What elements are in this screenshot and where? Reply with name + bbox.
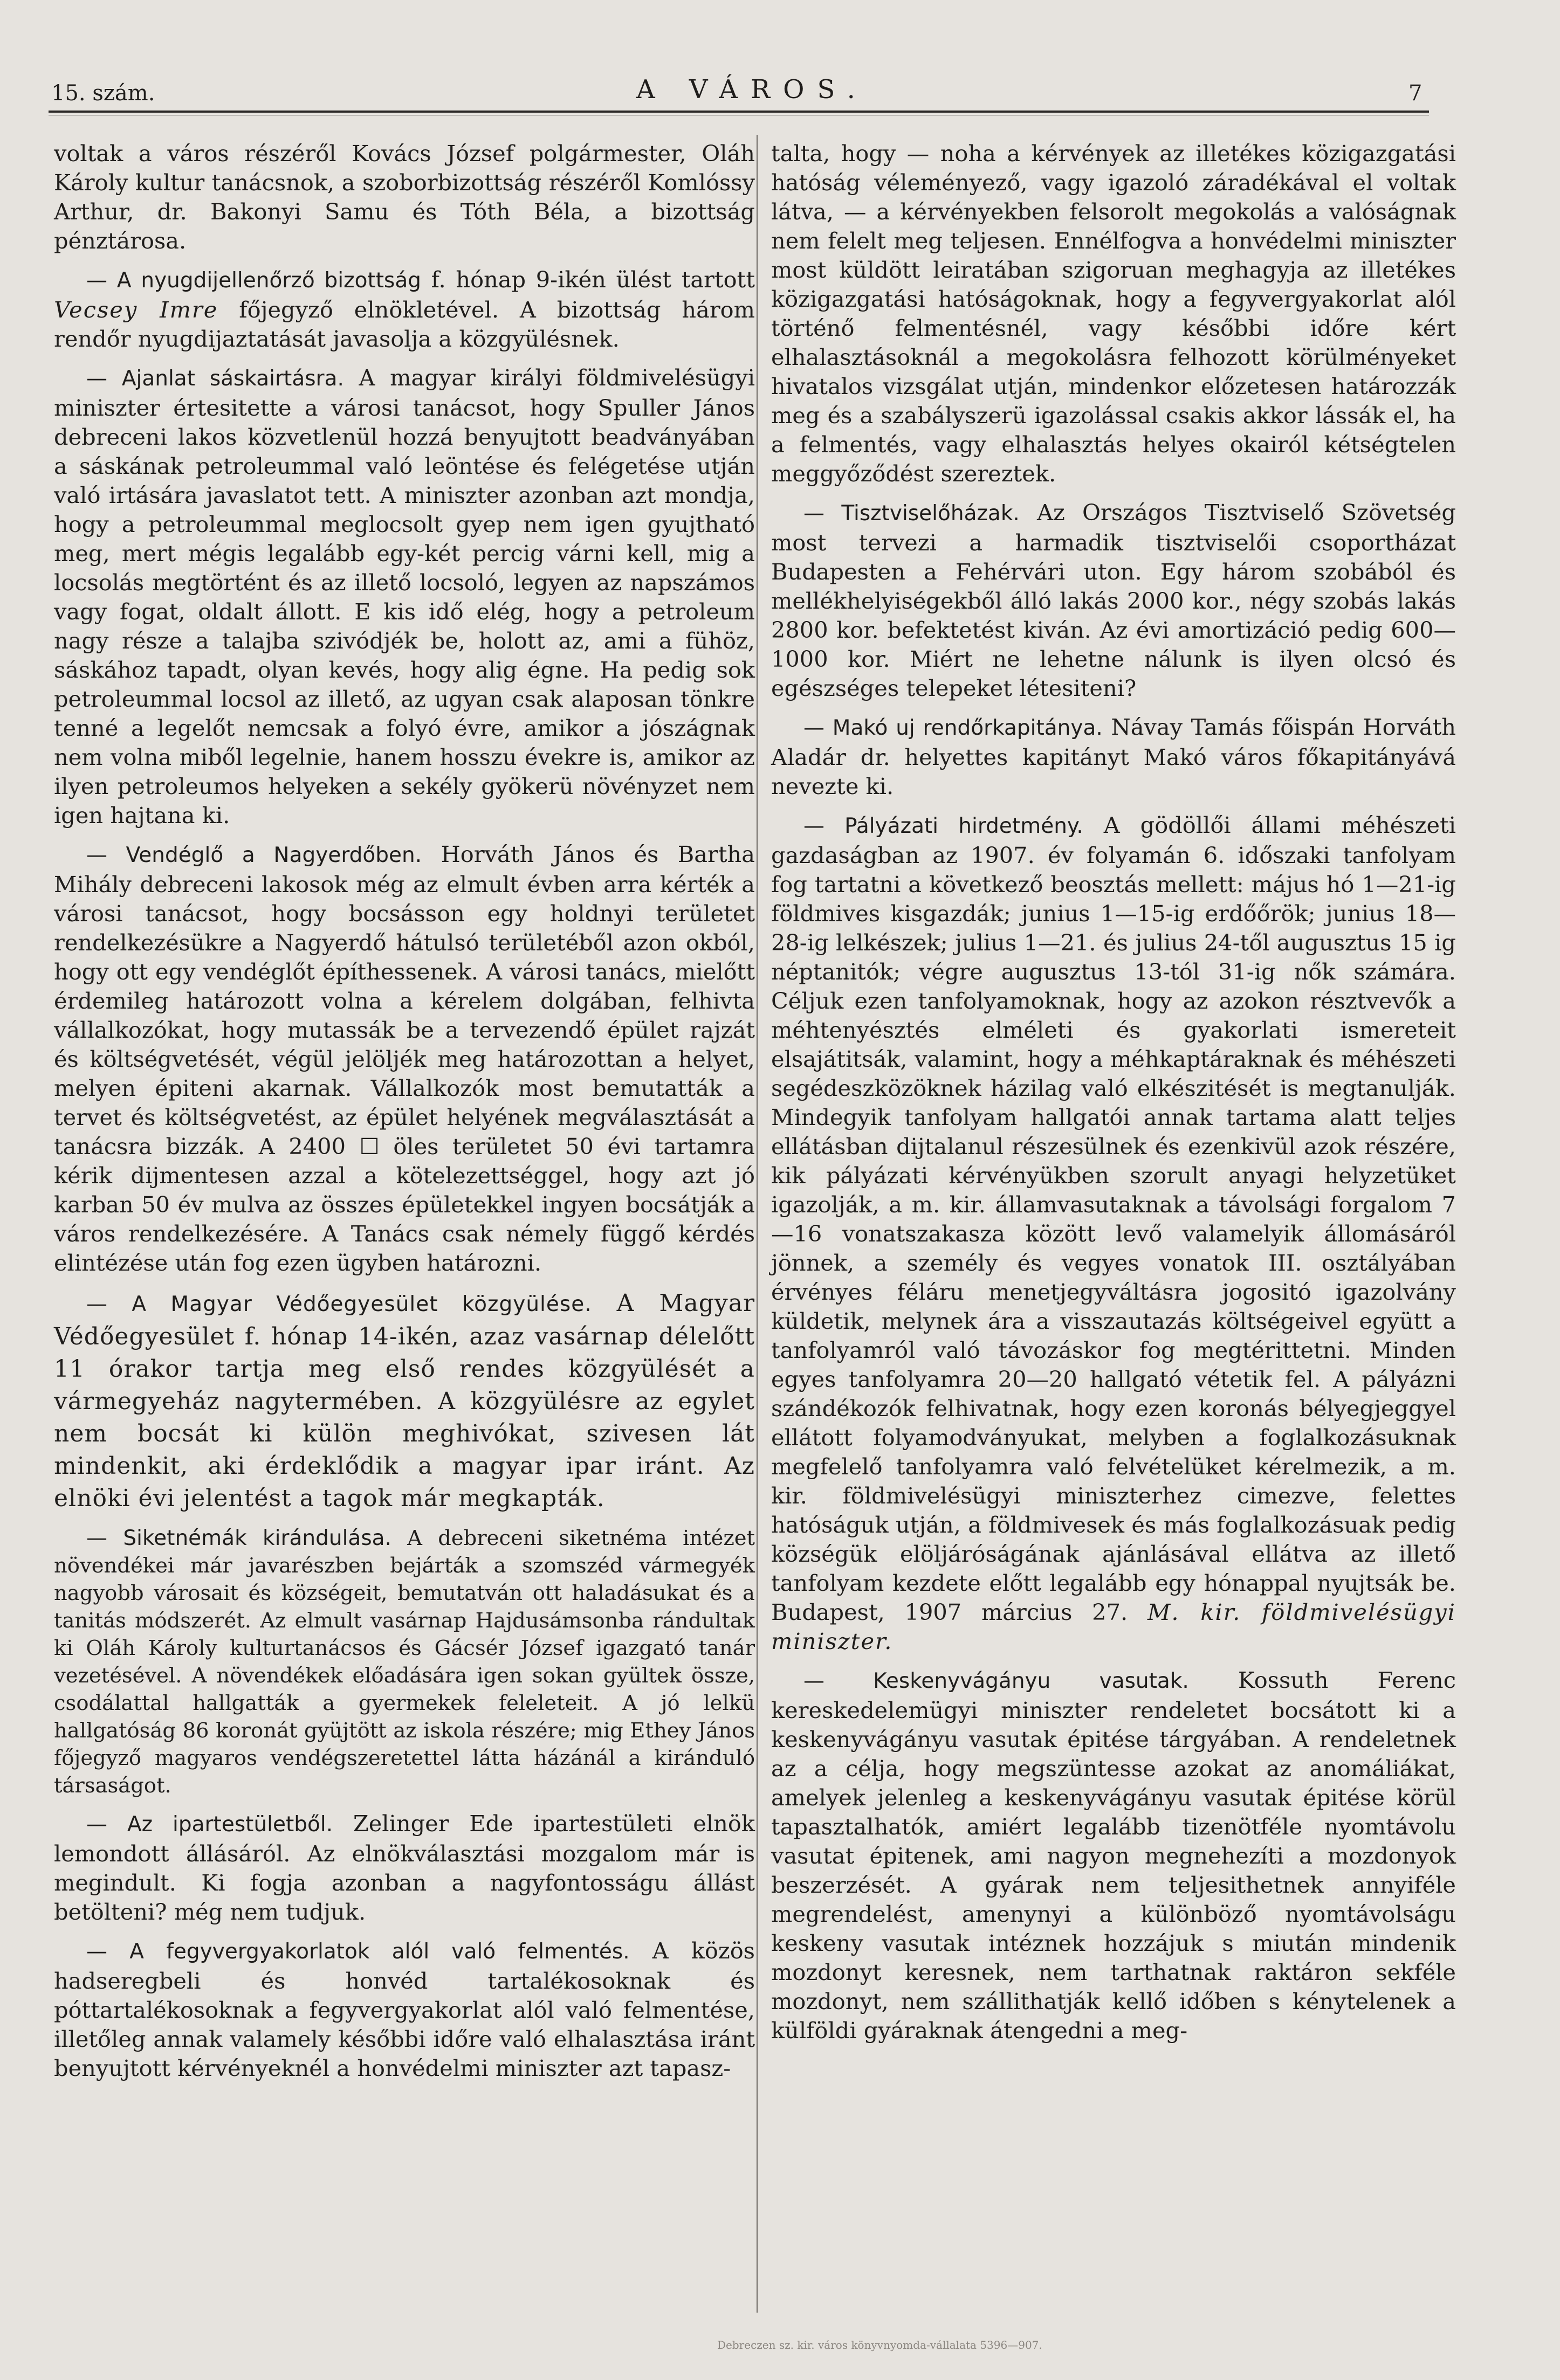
column-divider bbox=[757, 135, 758, 2313]
article-heading: — Ajanlat sáskairtásra. bbox=[86, 367, 344, 391]
article-continuation: voltak a város részéről Kovács József polgármester, Oláh Károly kultur tanácsnok, a szoborbizottság részéről Komlóssy Arthur, dr. Bakonyi Samu és Tóth Béla, a bizottság pénztárosa. bbox=[54, 140, 755, 254]
article-mako: — Makó uj rendőrkapitánya. Návay Tamás főispán Horváth Aladár dr. helyettes kapitányt Makó város főkapitányává nevezte ki. bbox=[771, 714, 1456, 799]
article-heading: — A nyugdijellenőrző bizottság bbox=[86, 268, 422, 293]
article-saskairtas: — Ajanlat sáskairtásra. A magyar királyi földmivelésügyi miniszter értesitette a városi tanácsot, hogy Spuller János debreceni lakos közvetlenül hozzá benyujtott beadványában a sáskának petroleummal való leöntése és felégetése utján való irtására javaslatot tett. A miniszter azonban azt mondja, hogy a petroleummal meglocsolt gyep nem igen gyujtható meg, mert mégis legalább egy-két percig várni kell, mig a locsolás megtörtént és az illető locsoló, legyen az napszámos vagy fogat, oldalt állott. E kis idő elég, hogy a petroleum nagy része a talajba szivódjék be, holott az, ami a fühöz, sáskához tapadt, olyan kevés, hogy alig égne. Ha pedig sok petroleummal locsol az illető, az ugyan csak alaposan tönkre tenné a legelőt nemcsak a folyó évre, amikor a jószágnak nem volna miből legelnie, hanem hosszu évekre is, amikor az ilyen petroleumos helyeken a sekély gyökerü növényzet nem igen hajtana ki. bbox=[54, 364, 755, 829]
article-heading: — Pályázati hirdetmény. bbox=[803, 814, 1083, 838]
header-rule bbox=[49, 111, 1429, 113]
printer-imprint: Debreczen sz. kir. város könyvnyomda-vállalata 5396—907. bbox=[717, 2338, 1042, 2351]
article-tisztviselohazak: — Tisztviselőházak. Az Országos Tisztviselő Szövetség most tervezi a harmadik tisztviselői csoportházat Budapesten a Fehérvári uton. Egy három szobából és mellékhelyiségekből álló lakás 2000 kor., négy szobás lakás 2800 kor. befektetést kiván. Az évi amortizáció pedig 600—1000 kor. Miért ne lehetne nálunk is ilyen olcsó és egészséges telepeket létesiteni? bbox=[771, 499, 1456, 701]
article-nyugdijellenorzo: — A nyugdijellenőrző bizottság f. hónap 9-ikén ülést tartott Vecsey Imre főjegyző elnökletével. A bizottság három rendőr nyugdijaztatását javasolja a közgyülésnek. bbox=[54, 266, 755, 352]
article-fegyvergyakorlat-cont: talta, hogy — noha a kérvények az illetékes közigazgatási hatóság véleményező, vagy igazoló záradékával el voltak látva, — a kérvényekben felsorolt megokolás a valóságnak nem felelt meg teljesen. Ennélfogva a honvédelmi miniszter most küldött leiratában szigoruan meghagyja az illetékes közigazgatási hatóságoknak, hogy a fegyvergyakorlat alól történő felmentésnél, vagy későbbi időre kért elhalasztásoknál a megokolásra felhozott körülményeket hivatalos vizsgálat utján, mindenkor előzetesen határozzák meg és a szabályszerü igazolással csakis akkor lássák el, ha a felmentés, vagy elhalasztás helyes okairól kétségtelen meggyőződést szereztek. bbox=[771, 140, 1456, 487]
article-fegyvergyakorlat: — A fegyvergyakorlatok alól való felmentés. A közös hadseregbeli és honvéd tartalékosoknak és póttartalékosoknak a fegyvergyakorlat alól való felmentése, illetőleg annak valamely későbbi időre való elhalasztása iránt benyujtott kérvényeknél a honvédelmi miniszter azt tapasz- bbox=[54, 1937, 755, 2081]
signature: M. kir. földmivelésügyi miniszter. bbox=[771, 1599, 1456, 1654]
person-name: Vecsey Imre bbox=[54, 296, 218, 323]
right-column bbox=[771, 139, 1456, 2055]
article-ipartestulet: — Az ipartestületből. Zelinger Ede ipartestületi elnök lemondott állásáról. Az elnökválasztási mozgalom már is megindult. Ki fogja azonban a nagyfontosságu állást betölteni? még nem tudjuk. bbox=[54, 1810, 755, 1925]
article-siketnemak: — Siketnémák kirándulása. A debreceni siketnéma intézet növendékei már javarészben bejárták a szomszéd vármegyék nagyobb városait és községeit, bemutatván ott haladásukat és a tanitás módszerét. Az elmult vasárnap Hajdusámsonba rándultak ki Oláh Károly kulturtanácsos és Gácsér József igazgató tanár vezetésével. A növendékek előadására igen sokan gyültek össze, csodálattal hallgatták a gyermekek feleleteit. A jó lelkü hallgatóság 86 koronát gyüjtött az iskola részére; mig Ethey János főjegyző magyaros vendégszeretettel látta házánál a kiránduló társaságot. bbox=[54, 1526, 755, 1798]
article-heading: — A Magyar Védőegyesület közgyülése. bbox=[86, 1292, 592, 1316]
page-title: A VÁROS. bbox=[636, 74, 868, 105]
article-heading: — Az ipartestületből. bbox=[86, 1812, 333, 1837]
article-palyazati: — Pályázati hirdetmény. A gödöllői állami méhészeti gazdaságban az 1907. év folyamán 6. időszaki tanfolyam fog tartatni a következő beosztás mellett: május hó 1—21-ig földmives kisgazdák; junius 1—15-ig erdőőrök; junius 18—28-ig lelkészek; julius 1—21. és julius 24-től augusztus 15 ig néptanitók; végre augusztus 13-tól 31-ig nők számára. Céljuk ezen tanfolyamoknak, hogy az azokon résztvevők a méhtenyésztés elméleti és gyakorlati ismereteit elsajátitsák, valamint, hogy a méhkaptáraknak és méhészeti segédeszközöknek házilag való elkészitését is megtanulják. Mindegyik tanfolyam hallgatói annak tartama alatt teljes ellátásban dijtalanul részesülnek és ezenkivül azok részére, kik pályázati kérvényükben szorult anyagi helyzetüket igazolják, a m. kir. államvasutaknak a távolsági forgalom 7—16 vonatszakasza között levő valamelyik állomásáról jönnek, a személy és vegyes vonatok III. osztályában érvényes féláru menetjegyváltásra jogositó igazolvány küldetik, melynek ára a visszautazás költségeivel együtt a tanfolyamról való távozáskor fog megtérittetni. Minden egyes tanfolyamra 20—20 hallgató vétetik fel. A pályázni szándékozók felhivatnak, hogy ezen koronás bélyegjeggyel ellátott folyamodványukat, melyben a foglalkozásuknak megfelelő tanfolyamra való felvételüket kérelmezik, a m. kir. földmivelésügyi miniszterhez cimezve, felettes hatóságuk utján, a földmivesek és más foglalkozásuak pedig községük elöljáróságának ajánlásával ellátva az illető tanfolyam kezdete előtt legalább egy hónappal nyujtsák be. Budapest, 1907 március 27. M. kir. földmivelésügyi miniszter. bbox=[771, 812, 1456, 1654]
article-heading: — Vendéglő a Nagyerdőben. bbox=[86, 843, 422, 867]
article-heading: — A fegyvergyakorlatok alól való felmentés. bbox=[86, 1940, 630, 1964]
article-heading: — Siketnémák kirándulása. bbox=[86, 1526, 391, 1550]
article-vendeglo: — Vendéglő a Nagyerdőben. Horváth János és Bartha Mihály debreceni lakosok még az elmult évben arra kérték a városi tanácsot, hogy bocsásson egy holdnyi területet rendelkezésükre a Nagyerdő hátulsó területéből azon okból, hogy ott egy vendéglőt építhessenek. A városi tanács, mielőtt érdemileg határozott volna a kérelem dolgában, felhivta vállalkozókat, hogy mutassák be a tervezendő épület rajzát és költségvetését, végül jelöljék meg határozottan a helyet, melyen épiteni akarnak. Vállalkozók most bemutatták a tervet és költségvetést, az épület helyének megválasztását a tanácsra bizzák. A 2400 ☐ öles területet 50 évi tartamra kérik dijmentesen azzal a kötelezettséggel, hogy azt jó karban 50 év mulva az összes épületekkel ingyen bocsátják a város rendelkezésére. A Tanács csak némely függő kérdés elintézése után fog ezen ügyben határozni. bbox=[54, 841, 755, 1276]
page-number: 7 bbox=[1408, 81, 1422, 106]
article-heading: — Tisztviselőházak. bbox=[803, 501, 1020, 526]
article-heading: — Keskenyvágányu vasutak. bbox=[803, 1669, 1189, 1693]
left-column bbox=[54, 139, 755, 2093]
issue-number: 15. szám. bbox=[51, 81, 155, 106]
article-vedoegyesulet: — A Magyar Védőegyesület közgyülése. A Magyar Védőegyesület f. hónap 14-ikén, azaz vasárnap délelőtt 11 órakor tartja meg első rendes közgyülését a vármegyeház nagytermében. A közgyülésre az egylet nem bocsát ki külön meghivókat, szivesen lát mindenkit, aki érdeklődik a magyar ipar iránt. Az elnöki évi jelentést a tagok már megkapták. bbox=[54, 1289, 755, 1512]
article-keskenyvagany: — Keskenyvágányu vasutak. Kossuth Ferenc kereskedelemügyi miniszter rendeletet bocsátott ki a keskenyvágányu vasutak épitése tárgyában. A rendeletnek az a célja, hogy megszüntesse azokat az anomáliákat, amelyek jelenleg a keskenyvágányu vasutak épitése körül tapasztalhatók, amiért legalább tizenötféle nyomtávolu vasutat épitenek, ami nagyon megnehezíti a mozdonyok beszerzését. A gyárak nem teljesithetnek annyiféle megrendelést, amenynyi a különböző nyomtávolságu keskeny vasutak intéznek hozzájuk s miután mindenik mozdonyt keresnek, nem tarthatnak raktáron sekféle mozdonyt, nem szállithatják kellő időben s kénytelenek a külföldi gyáraknak átengedni a meg- bbox=[771, 1667, 1456, 2044]
article-heading: — Makó uj rendőrkapitánya. bbox=[803, 716, 1103, 740]
